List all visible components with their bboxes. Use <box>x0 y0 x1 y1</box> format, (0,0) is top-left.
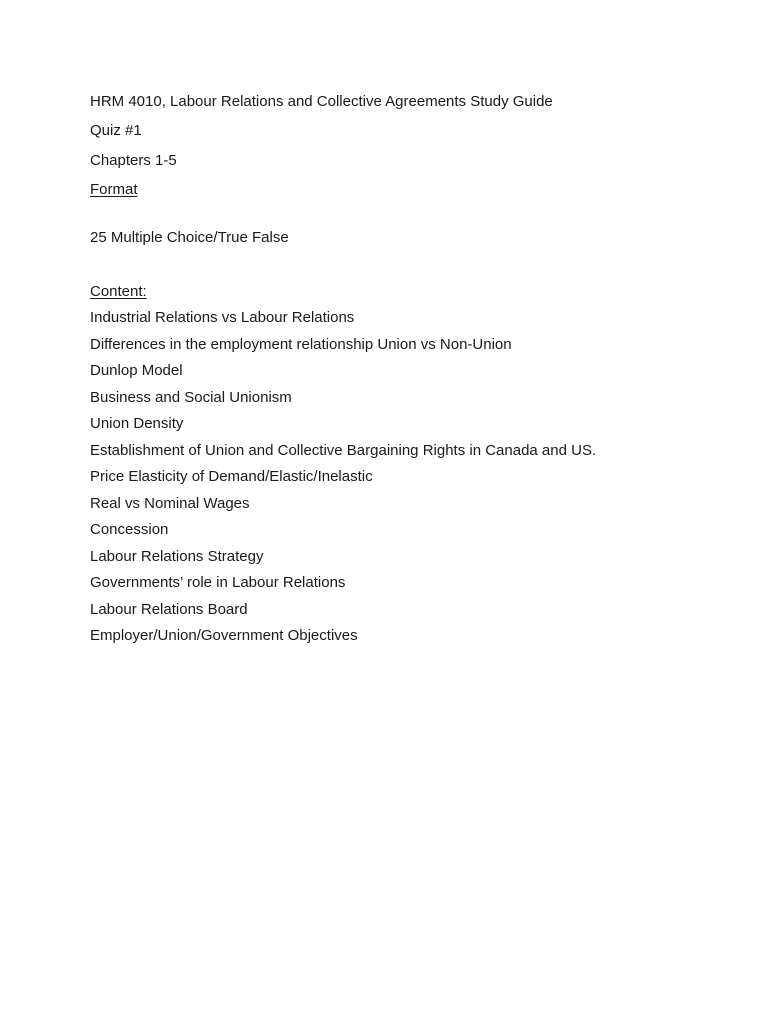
content-item: Union Density <box>90 415 184 432</box>
content-heading: Content: <box>90 283 147 300</box>
format-text: 25 Multiple Choice/True False <box>90 229 289 246</box>
content-item: Industrial Relations vs Labour Relations <box>90 309 355 326</box>
format-heading: Format <box>90 181 138 198</box>
content-item: Price Elasticity of Demand/Elastic/Inelastic <box>90 468 373 485</box>
content-item: Concession <box>90 521 169 538</box>
content-item: Labour Relations Board <box>90 601 248 618</box>
content-item: Business and Social Unionism <box>90 389 292 406</box>
document-title: HRM 4010, Labour Relations and Collective Agreements Study Guide <box>90 93 553 110</box>
document-page <box>90 0 730 1024</box>
content-item: Differences in the employment relationship Union vs Non-Union <box>90 336 512 353</box>
chapters-range: Chapters 1-5 <box>90 152 177 169</box>
content-item: Governments’ role in Labour Relations <box>90 574 346 591</box>
quiz-number: Quiz #1 <box>90 122 142 139</box>
content-item: Establishment of Union and Collective Bargaining Rights in Canada and US. <box>90 442 597 459</box>
content-item: Real vs Nominal Wages <box>90 495 250 512</box>
content-item: Employer/Union/Government Objectives <box>90 627 358 644</box>
content-item: Labour Relations Strategy <box>90 548 264 565</box>
content-item: Dunlop Model <box>90 362 183 379</box>
